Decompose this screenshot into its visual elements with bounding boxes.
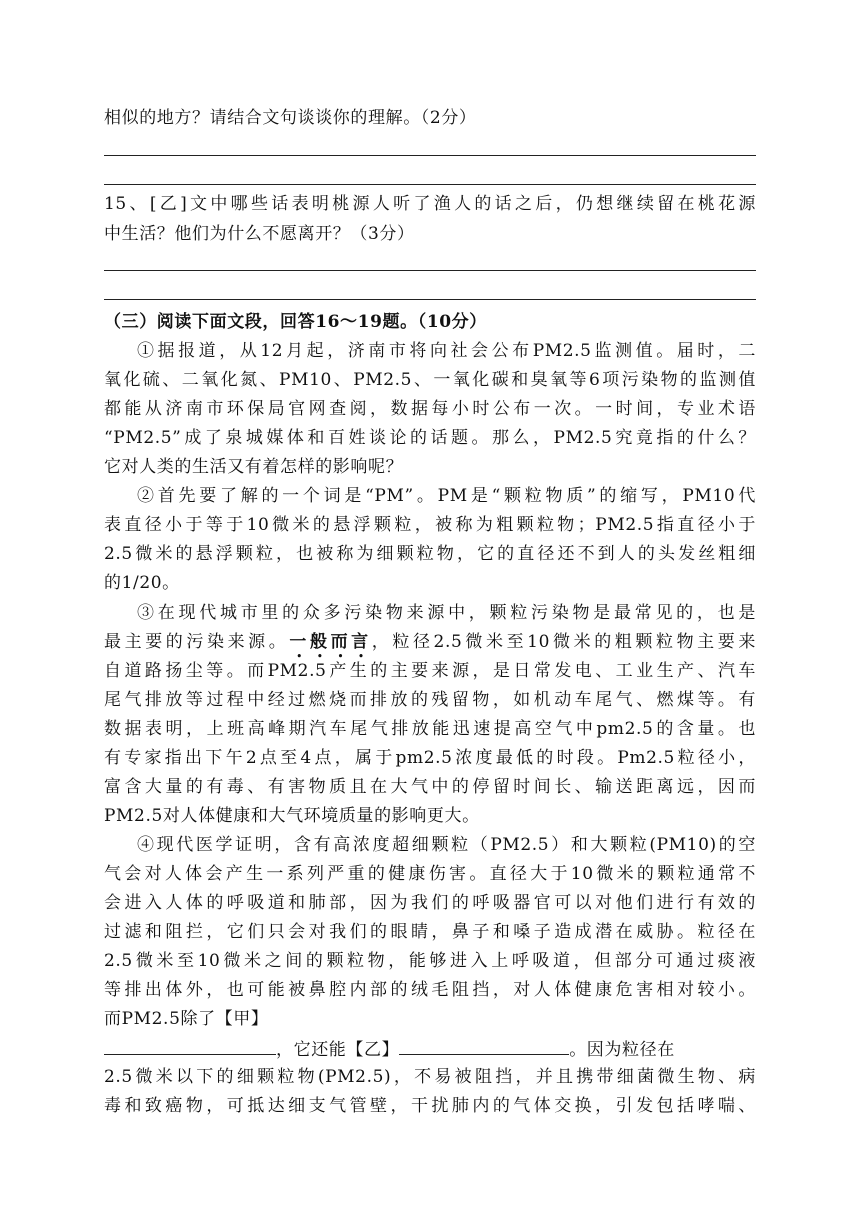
para4-line: ④现代医学证明，含有高浓度超细颗粒（PM2.5）和大颗粒(PM10)的空 <box>137 835 756 855</box>
answer-line[interactable] <box>104 299 756 300</box>
para3-line: 尾气排放等过程中经过燃烧而排放的残留物，如机动车尾气、燃煤等。有 <box>104 690 756 710</box>
para1-line: “PM2.5”成了泉城媒体和百姓谈论的话题。那么，PM2.5究竟指的什么？ <box>104 428 756 448</box>
para4-line: 2.5微米至10微米之间的颗粒物，能够进入上呼吸道，但部分可通过痰液 <box>104 951 756 971</box>
para4-line: 而PM2.5除了【甲】 <box>104 1009 269 1029</box>
para3-text: 最主要的污染来源。 <box>104 632 290 652</box>
para3-line: 数据表明，上班高峰期汽车尾气排放能迅速提高空气中pm2.5的含量。也 <box>104 719 756 739</box>
fill-text: 。因为粒径在 <box>569 1040 675 1060</box>
q15-line-2: 中生活？他们为什么不愿离开？（3分） <box>104 224 415 244</box>
para1-line: 氧化硫、二氧化氮、PM10、PM2.5、一氧化碳和臭氧等6项污染物的监测值 <box>104 370 756 390</box>
para4-line: 会进入人体的呼吸道和肺部，因为我们的呼吸器官可以对他们进行有效的 <box>104 893 756 913</box>
answer-line[interactable] <box>104 184 756 185</box>
para3-line: 有专家指出下午2点至4点，属于pm2.5浓度最低的时段。Pm2.5粒径小， <box>104 748 756 768</box>
blank-jia[interactable] <box>104 1038 276 1055</box>
para3-line: 自道路扬尘等。而PM2.5产生的主要来源，是日常发电、工业生产、汽车 <box>104 661 756 681</box>
answer-line[interactable] <box>104 155 756 156</box>
para4-line: 毒和致癌物，可抵达细支气管壁，干扰肺内的气体交换，引发包括哮喘、 <box>104 1096 756 1116</box>
para3-line: 富含大量的有毒、有害物质且在大气中的停留时间长、输送距离远，因而 <box>104 777 756 797</box>
q15-line-1: 15、[乙]文中哪些话表明桃源人听了渔人的话之后，仍想继续留在桃花源 <box>104 194 756 214</box>
blank-yi[interactable] <box>399 1038 569 1055</box>
para2-line: ②首先要了解的一个词是“PM”。PM是“颗粒物质”的缩写，PM10代 <box>137 486 756 506</box>
answer-line[interactable] <box>104 270 756 271</box>
fill-in-line <box>104 1038 756 1060</box>
para4-line: 2.5微米以下的细颗粒物(PM2.5)，不易被阻挡，并且携带细菌微生物、病 <box>104 1067 756 1087</box>
para3-line: PM2.5对人体健康和大气环境质量的影响更大。 <box>104 806 480 826</box>
para1-line: 它对人类的生活又有着怎样的影响呢？ <box>104 457 404 477</box>
para2-line: 表直径小于等于10微米的悬浮颗粒，被称为粗颗粒物；PM2.5指直径小于 <box>104 515 756 535</box>
para2-line: 的1/20。 <box>104 573 180 593</box>
para4-line: 过滤和阻拦，它们只会对我们的眼睛，鼻子和嗓子造成潜在威胁。粒径在 <box>104 922 756 942</box>
para3-text: ，粒径2.5微米至10微米的粗颗粒物主要来 <box>371 632 756 652</box>
para4-line: 等排出体外，也可能被鼻腔内部的绒毛阻挡，对人体健康危害相对较小。 <box>104 980 756 1000</box>
para1-line: 都能从济南市环保局官网查阅，数据每小时公布一次。一时间，专业术语 <box>104 399 756 419</box>
section-3-heading: （三）阅读下面文段，回答16～19题。（10分） <box>104 312 487 332</box>
para3-line: ③在现代城市里的众多污染物来源中，颗粒污染物是最常见的，也是 <box>137 603 756 623</box>
para1-line: ①据报道，从12月起，济南市将向社会公布PM2.5监测值。届时，二 <box>137 341 756 361</box>
para3-line <box>104 632 756 662</box>
para2-line: 2.5微米的悬浮颗粒，也被称为细颗粒物，它的直径还不到人的头发丝粗细 <box>104 544 756 564</box>
para4-line: 气会对人体会产生一系列严重的健康伤害。直径大于10微米的颗粒通常不 <box>104 864 756 884</box>
fill-text: ，它还能【乙】 <box>276 1040 400 1060</box>
emphasized-phrase: 一般而言 <box>289 632 372 652</box>
q14-tail: 相似的地方？请结合文句谈谈你的理解。（2分） <box>104 108 477 128</box>
